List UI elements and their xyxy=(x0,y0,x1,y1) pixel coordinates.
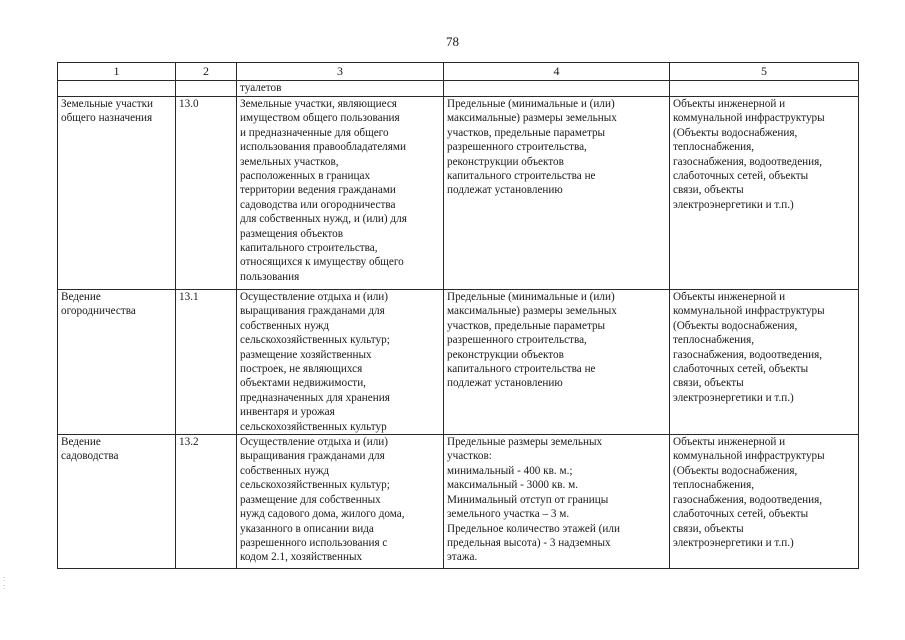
column-number-5: 5 xyxy=(670,63,859,81)
scan-edge-marks: : : xyxy=(3,574,6,591)
text-line: этажа. xyxy=(447,551,478,564)
text-line: Предельные (минимальные и (или) xyxy=(447,291,615,303)
code-cell: 13.0 xyxy=(176,97,237,290)
empty-cell xyxy=(176,81,237,97)
infrastructure-cell xyxy=(670,435,859,569)
text-line: использования правообладателями xyxy=(240,141,406,154)
text-line: теплоснабжения, xyxy=(673,334,755,347)
text-line: максимальный - 3000 кв. м. xyxy=(447,479,578,492)
land-use-table xyxy=(57,62,859,569)
text-line: участков, предельные параметры xyxy=(447,126,606,139)
land-use-name-cell xyxy=(58,290,176,435)
text-line: подлежат установлению xyxy=(447,184,563,197)
column-number-3: 3 xyxy=(237,63,444,81)
text-line: кодом 2.1, хозяйственных xyxy=(240,551,363,564)
text-line: Ведение xyxy=(61,436,101,449)
text-line: земельных участков, xyxy=(240,155,339,168)
text-line: Объекты инженерной и xyxy=(673,436,786,449)
text-line: капитального строительства не xyxy=(447,170,596,183)
text-line: разрешенного строительства, xyxy=(447,334,587,347)
text-line: выращивания гражданами для xyxy=(240,450,385,463)
text-line: слаботочных сетей, объекты xyxy=(673,170,809,183)
page-number: 78 xyxy=(446,34,459,49)
text-line: газоснабжения, водоотведения, xyxy=(673,155,823,168)
text-line: связи, объекты xyxy=(673,522,744,535)
continuation-text: туалетов xyxy=(237,81,444,97)
text-line: теплоснабжения, xyxy=(673,479,755,492)
description-cell xyxy=(237,290,444,435)
continuation-row xyxy=(58,81,859,97)
text-line: Ведение xyxy=(61,291,101,303)
text-line: для собственных нужд, и (или) для xyxy=(240,213,407,226)
description-cell xyxy=(237,435,444,569)
column-number-4: 4 xyxy=(444,63,670,81)
text-line: Осуществление отдыха и (или) xyxy=(240,291,389,303)
text-line: Предельное количество этажей (или xyxy=(447,522,620,535)
text-line: (Объекты водоснабжения, xyxy=(673,126,798,139)
text-line: объектами недвижимости, xyxy=(240,377,366,390)
text-line: садоводства xyxy=(61,450,119,463)
text-line: Объекты инженерной и xyxy=(673,291,786,303)
text-line: электроэнергетики и т.п.) xyxy=(673,198,794,211)
code-cell: 13.1 xyxy=(176,290,237,435)
empty-cell xyxy=(58,81,176,97)
table-row xyxy=(58,435,859,569)
text-line: размещения объектов xyxy=(240,227,344,240)
column-number-2: 2 xyxy=(176,63,237,81)
text-line: слаботочных сетей, объекты xyxy=(673,508,809,521)
text-line: Земельные участки, являющиеся xyxy=(240,98,397,110)
text-line: садоводства или огородничества xyxy=(240,198,396,211)
text-line: предназначенных для хранения xyxy=(240,391,390,404)
text-line: электроэнергетики и т.п.) xyxy=(673,391,794,404)
land-use-name-cell xyxy=(58,97,176,290)
text-line: электроэнергетики и т.п.) xyxy=(673,536,794,549)
text-line: разрешенного использования с xyxy=(240,536,388,549)
empty-cell xyxy=(444,81,670,97)
text-line: максимальные) размеры земельных xyxy=(447,305,617,318)
column-number-1: 1 xyxy=(58,63,176,81)
text-line: слаботочных сетей, объекты xyxy=(673,363,809,376)
text-line: размещение хозяйственных xyxy=(240,348,372,361)
empty-cell xyxy=(670,81,859,97)
text-line: связи, объекты xyxy=(673,377,744,390)
text-line: Предельные размеры земельных xyxy=(447,436,603,449)
text-line: территории ведения гражданами xyxy=(240,184,396,197)
text-line: сельскохозяйственных культур xyxy=(240,420,387,433)
text-line: (Объекты водоснабжения, xyxy=(673,319,798,332)
table-row xyxy=(58,290,859,435)
land-use-name-cell xyxy=(58,435,176,569)
text-line: теплоснабжения, xyxy=(673,141,755,154)
text-line: (Объекты водоснабжения, xyxy=(673,464,798,477)
text-line: относящихся к имуществу общего xyxy=(240,256,404,269)
text-line: связи, объекты xyxy=(673,184,744,197)
infrastructure-cell xyxy=(670,97,859,290)
text-line: минимальный - 400 кв. м.; xyxy=(447,464,573,477)
limits-cell xyxy=(444,290,670,435)
text-line: реконструкции объектов xyxy=(447,348,564,361)
text-line: разрешенного строительства, xyxy=(447,141,587,154)
text-line: Предельные (минимальные и (или) xyxy=(447,98,615,110)
infrastructure-cell xyxy=(670,290,859,435)
text-line: построек, не являющихся xyxy=(240,363,363,376)
description-cell xyxy=(237,97,444,290)
text-line: земельного участка – 3 м. xyxy=(447,508,570,521)
code-cell: 13.2 xyxy=(176,435,237,569)
text-line: участков: xyxy=(447,450,492,463)
text-line: Осуществление отдыха и (или) xyxy=(240,436,389,449)
text-line: имуществом общего пользования xyxy=(240,112,400,125)
text-line: коммунальной инфраструктуры xyxy=(673,305,825,318)
text-line: выращивания гражданами для xyxy=(240,305,385,318)
text-line: пользования xyxy=(240,270,300,283)
text-line: общего назначения xyxy=(61,112,153,125)
text-line: капитального строительства, xyxy=(240,242,378,255)
table-row xyxy=(58,97,859,290)
text-line: расположенных в границах xyxy=(240,170,371,183)
text-line: коммунальной инфраструктуры xyxy=(673,112,825,125)
text-line: капитального строительства не xyxy=(447,363,596,376)
text-line: предельная высота) - 3 надземных xyxy=(447,536,611,549)
limits-cell xyxy=(444,435,670,569)
text-line: Объекты инженерной и xyxy=(673,98,786,110)
text-line: Минимальный отступ от границы xyxy=(447,493,609,506)
text-line: указанного в описании вида xyxy=(240,522,374,535)
text-line: инвентаря и урожая xyxy=(240,406,335,419)
text-line: размещение для собственных xyxy=(240,493,381,506)
text-line: коммунальной инфраструктуры xyxy=(673,450,825,463)
text-line: собственных нужд xyxy=(240,464,330,477)
text-line: участков, предельные параметры xyxy=(447,319,606,332)
text-line: реконструкции объектов xyxy=(447,155,564,168)
text-line: Земельные участки xyxy=(61,98,154,110)
text-line: и предназначенные для общего xyxy=(240,126,389,139)
table-header-row xyxy=(58,63,859,81)
limits-cell xyxy=(444,97,670,290)
text-line: нужд садового дома, жилого дома, xyxy=(240,508,405,521)
text-line: газоснабжения, водоотведения, xyxy=(673,348,823,361)
text-line: максимальные) размеры земельных xyxy=(447,112,617,125)
text-line: подлежат установлению xyxy=(447,377,563,390)
text-line: собственных нужд xyxy=(240,319,330,332)
text-line: сельскохозяйственных культур; xyxy=(240,479,390,492)
text-line: сельскохозяйственных культур; xyxy=(240,334,390,347)
text-line: газоснабжения, водоотведения, xyxy=(673,493,823,506)
text-line: огородничества xyxy=(61,305,136,318)
